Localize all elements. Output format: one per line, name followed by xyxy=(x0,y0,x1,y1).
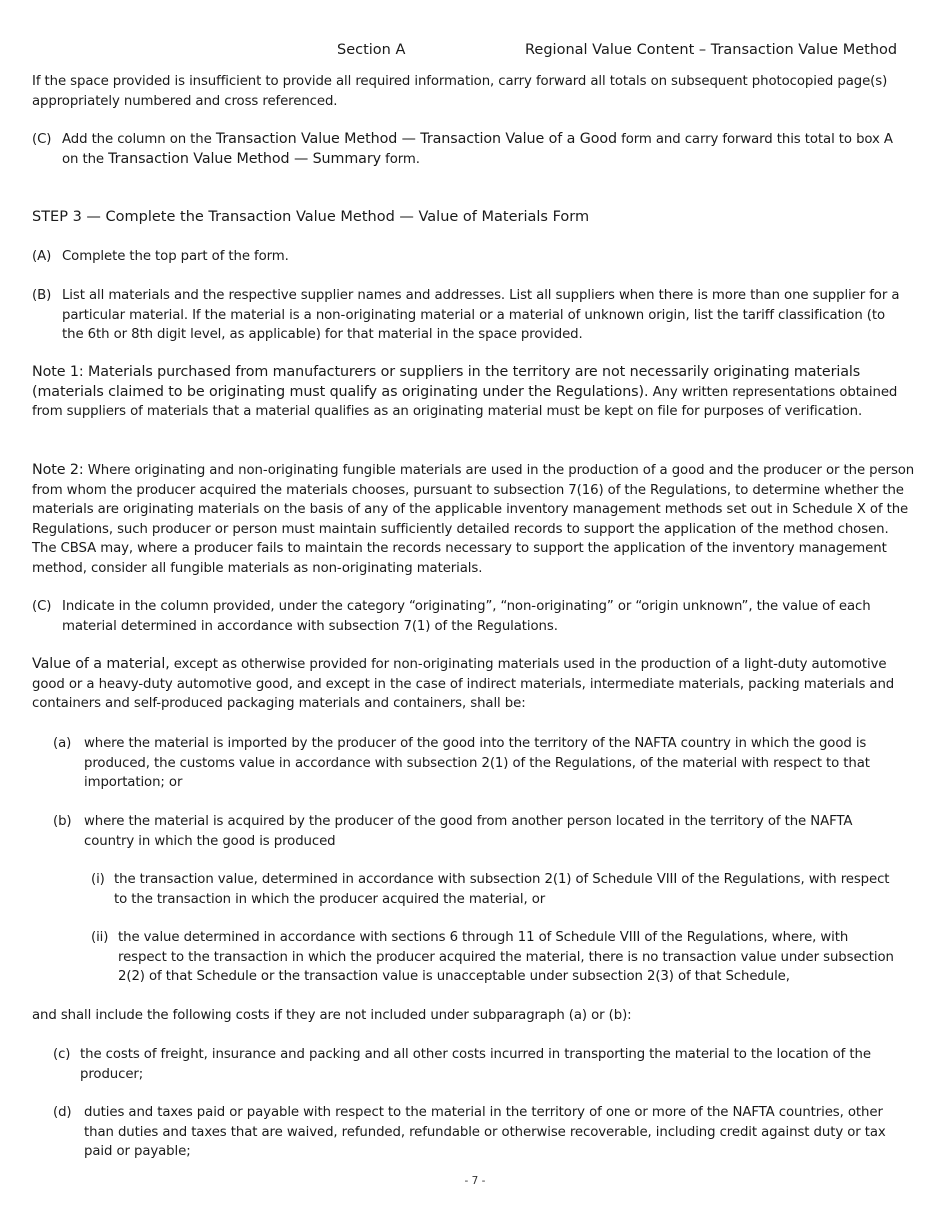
item-text: the transaction value, determined in accordance with subsection 2(1) of Schedule VIII of the Regulations, with respect to the transaction in which the producer acquired the material, or xyxy=(114,872,890,907)
step3-heading: STEP 3 — Complete the Transaction Value Method — Value of Materials Form xyxy=(32,209,590,225)
page-number: - 7 - xyxy=(464,1175,486,1187)
item-text: where the material is acquired by the producer of the good from another person located in the territory of the NAFTA country in which the good is produced xyxy=(84,814,853,849)
item-label: (d) xyxy=(53,1105,72,1120)
step3-item-a xyxy=(32,247,902,267)
note-1-text: Any written representations obtained from suppliers of materials that a material qualifies as an originating material must be kept on file for purposes of verification. xyxy=(32,384,898,419)
item-label: (b) xyxy=(53,814,72,829)
subparagraph-c xyxy=(53,1045,909,1084)
value-of-material-paragraph xyxy=(32,655,922,714)
intro-text: If the space provided is insufficient to provide all required information, carry forward all totals on subsequent photocopied page(s) appropriately numbered and cross referenced. xyxy=(32,74,888,109)
item-label: (a) xyxy=(53,736,72,751)
step2-item-c xyxy=(32,130,902,169)
note-1-lead: Note 1: Materials purchased from manufacturers or suppliers in the territory are not necessarily originating materials (materials claimed to be originating must qualify as originating under the Regulations). xyxy=(32,364,861,400)
form-name: Transaction Value Method — Transaction Value of a Good xyxy=(215,131,618,147)
page-header-title: Regional Value Content – Transaction Value Method xyxy=(525,42,898,58)
subparagraph-i xyxy=(91,870,891,909)
item-text: the costs of freight, insurance and packing and all other costs incurred in transporting the material to the location of the producer; xyxy=(80,1047,871,1082)
item-label: (ii) xyxy=(91,930,109,945)
include-costs-paragraph xyxy=(32,1006,922,1026)
subparagraph-d xyxy=(53,1103,913,1162)
item-text: duties and taxes paid or payable with respect to the material in the territory of one or more of the NAFTA countries, other than duties and taxes that are waived, refunded, refundable or otherwise recoverable, including credit against duty or tax paid or payable; xyxy=(84,1105,886,1159)
item-text: where the material is imported by the producer of the good into the territory of the NAFTA country in which the good is produced, the customs value in accordance with subsection 2(1) of the Regulations, of the material with respect to that importation; or xyxy=(84,736,870,790)
item-label: (i) xyxy=(91,872,105,887)
item-label: (C) xyxy=(32,599,52,614)
subparagraph-ii xyxy=(91,928,899,987)
item-text: Add the column on the Transaction Value Method — Transaction Value of a Good form and carry forward this total to box A on the Transaction Value Method — Summary form. xyxy=(62,131,893,167)
item-label: (c) xyxy=(53,1047,71,1062)
item-label: (C) xyxy=(32,132,52,147)
item-text: the value determined in accordance with sections 6 through 11 of Schedule VIII of the Regulations, where, with respect to the transaction in which the producer acquired the material, there is no transaction value under subsection 2(2) of that Schedule or the transaction value is unacceptable under subsection 2(3) of that Schedule, xyxy=(118,930,894,984)
value-text: except as otherwise provided for non-originating materials used in the production of a light-duty automotive good or a heavy-duty automotive good, and except in the case of indirect materials, intermediate materials, packing materials and containers and self-produced packaging materials and containers, shall be: xyxy=(32,657,895,711)
step3-item-c xyxy=(32,597,902,636)
section-label: Section A xyxy=(337,42,406,58)
note-2 xyxy=(32,461,916,578)
item-label: (A) xyxy=(32,249,52,264)
subparagraph-a xyxy=(53,734,909,793)
form-name: Transaction Value Method — Summary xyxy=(108,150,381,167)
note-2-text: Where originating and non-originating fungible materials are used in the production of a good and the producer or the person from whom the producer acquired the materials chooses, pursuant to subsection 7(16) of the Regulations, to determine whether the materials are originating materials on the basis of any of the applicable inventory management methods set out in Schedule X of the Regulations, such producer or person must maintain sufficiently detailed records to support the application of the method chosen. The CBSA may, where a producer fails to maintain the records necessary to support the application of the inventory management method, consider all fungible materials as non-originating materials. xyxy=(32,463,915,576)
subparagraph-b xyxy=(53,812,903,851)
step3-item-b xyxy=(32,286,908,345)
include-costs-text: and shall include the following costs if they are not included under subparagraph (a) or (b): xyxy=(32,1008,632,1023)
item-label: (B) xyxy=(32,288,52,303)
value-lead: Value of a material, xyxy=(32,656,170,672)
note-2-lead: Note 2: xyxy=(32,462,84,478)
item-text: Indicate in the column provided, under the category “originating”, “non-originating” or “origin unknown”, the value of each material determined in accordance with subsection 7(1) of the Regulations. xyxy=(62,599,871,634)
item-text: Complete the top part of the form. xyxy=(62,249,289,264)
note-1 xyxy=(32,363,904,422)
item-text: List all materials and the respective supplier names and addresses. List all suppliers when there is more than one supplier for a particular material. If the material is a non-originating material or a material of unknown origin, list the tariff classification (to the 6th or 8th digit level, as applicable) for that material in the space provided. xyxy=(62,288,900,342)
intro-paragraph xyxy=(32,72,922,111)
